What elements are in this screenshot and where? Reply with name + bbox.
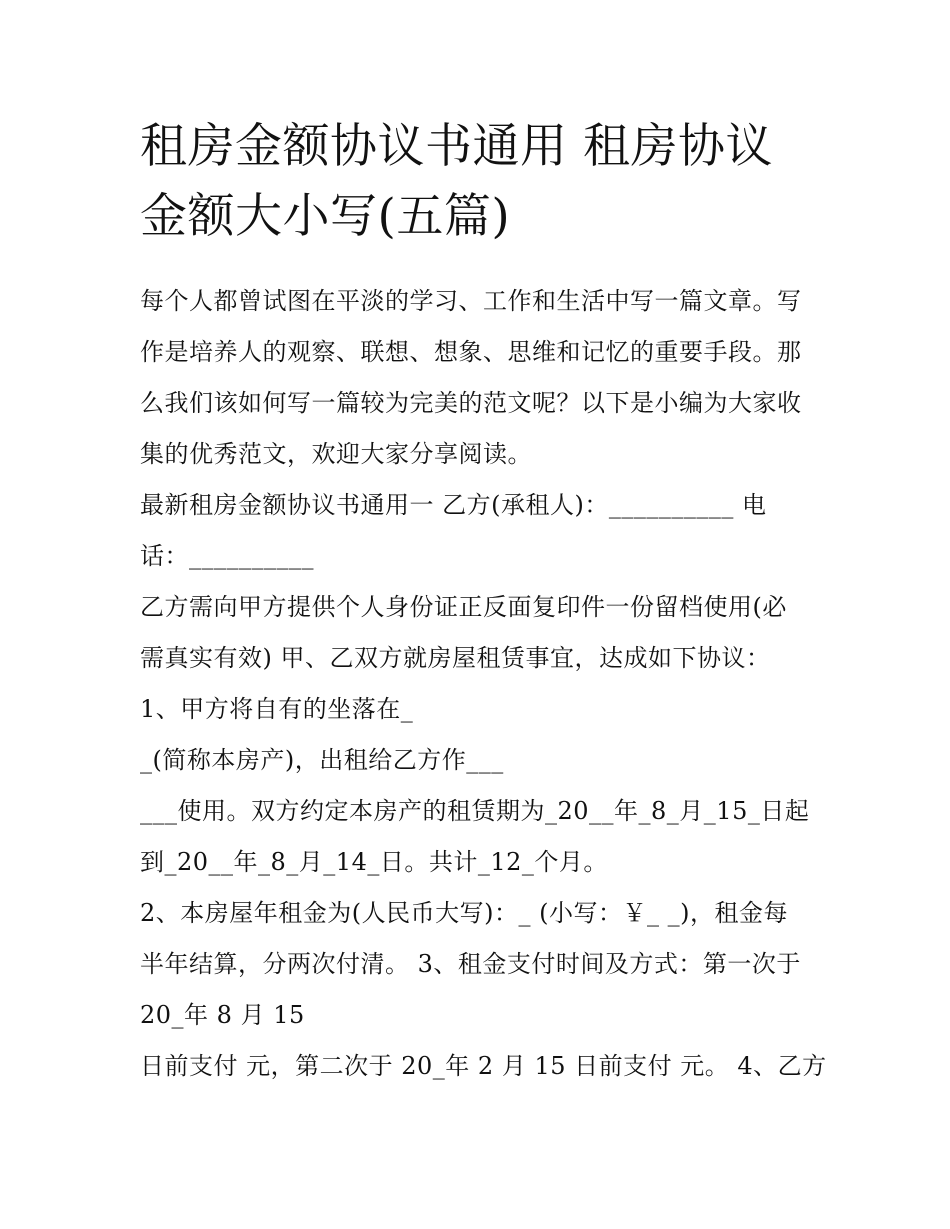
paragraph-line: 日前支付 元，第二次于 20_年 2 月 15 日前支付 元。 4、乙方 <box>140 1052 827 1080</box>
paragraph-line: 2、本房屋年租金为(人民币大写)：_ (小写：￥_ _)，租金每 <box>140 899 788 927</box>
paragraph-line: 到_20__年_8_月_14_日。共计_12_个月。 <box>140 848 608 876</box>
paragraph-line: _(简称本房产)，出租给乙方作___ <box>140 746 504 774</box>
paragraph-line: 集的优秀范文，欢迎大家分享阅读。 <box>140 440 532 468</box>
paragraph-line: 么我们该如何写一篇较为完美的范文呢？以下是小编为大家收 <box>140 389 802 417</box>
paragraph-line: 作是培养人的观察、联想、想象、思维和记忆的重要手段。那 <box>140 338 802 366</box>
paragraph-line: 20_年 8 月 15 <box>140 1001 305 1029</box>
paragraph-line: ___使用。双方约定本房产的租赁期为_20__年_8_月_15_日起 <box>140 797 810 825</box>
title-line-1: 租房金额协议书通用 租房协议 <box>140 119 773 174</box>
document-title <box>140 112 820 252</box>
paragraph-line: 半年结算，分两次付清。 3、租金支付时间及方式：第一次于 <box>140 950 801 978</box>
paragraph-line: 1、甲方将自有的坐落在_ <box>140 695 414 723</box>
paragraph-line: 需真实有效) 甲、乙双方就房屋租赁事宜，达成如下协议： <box>140 644 771 672</box>
paragraph-line: 话：__________ <box>140 542 314 570</box>
paragraph-line: 最新租房金额协议书通用一 乙方(承租人)：__________ 电 <box>140 491 767 519</box>
title-line-2: 金额大小写(五篇) <box>140 189 511 244</box>
paragraph-line: 每个人都曾试图在平淡的学习、工作和生活中写一篇文章。写 <box>140 287 802 315</box>
paragraph-line: 乙方需向甲方提供个人身份证正反面复印件一份留档使用(必 <box>140 593 787 621</box>
